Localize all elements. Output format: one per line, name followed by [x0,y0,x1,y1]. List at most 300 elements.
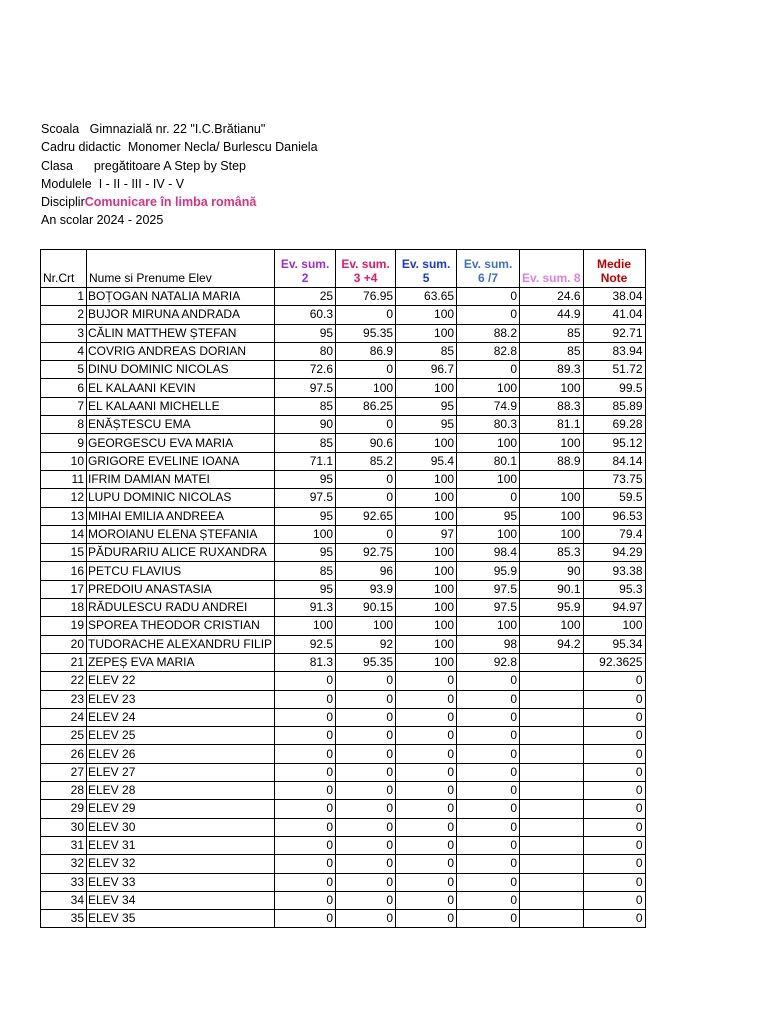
cell-medie: 95.3 [583,580,645,598]
cell-ev34: 0 [336,489,396,507]
cell-ev2: 97.5 [275,489,336,507]
cell-ev2: 100 [275,617,336,635]
cell-nr: 12 [41,489,87,507]
cell-medie: 92.71 [583,324,645,342]
modules-row [41,175,318,193]
table-row [41,452,646,470]
cell-medie: 94.29 [583,544,645,562]
cell-name: PREDOIU ANASTASIA [87,580,275,598]
cell-ev8: 95.9 [520,599,583,617]
cell-ev34: 0 [336,818,396,836]
cell-ev5: 0 [396,745,457,763]
cell-medie: 94.97 [583,599,645,617]
table-row [41,818,646,836]
cell-ev2: 0 [275,690,336,708]
cell-ev67: 0 [457,910,520,928]
table-row [41,288,646,306]
cell-nr: 31 [41,836,87,854]
cell-ev8 [520,727,583,745]
cell-ev2: 91.3 [275,599,336,617]
cell-nr: 17 [41,580,87,598]
class-label: Clasa [41,158,73,173]
cell-ev2: 95 [275,470,336,488]
cell-ev2: 0 [275,818,336,836]
modules-label: Modulele [41,176,92,191]
cell-medie: 0 [583,855,645,873]
cell-ev67: 100 [457,470,520,488]
cell-ev67: 0 [457,690,520,708]
cell-ev67: 95.9 [457,562,520,580]
cell-medie: 84.14 [583,452,645,470]
cell-name: ZEPEȘ EVA MARIA [87,653,275,671]
cell-ev2: 81.3 [275,653,336,671]
class-row [41,157,318,175]
school-label: Scoala [41,122,80,136]
cell-ev8: 100 [520,434,583,452]
cell-medie: 100 [583,617,645,635]
cell-name: BUJOR MIRUNA ANDRADA [87,306,275,324]
cell-name: ELEV 32 [87,855,275,873]
cell-nr: 33 [41,873,87,891]
table-row [41,379,646,397]
table-row [41,361,646,379]
cell-ev67: 0 [457,855,520,873]
header-ev2: Ev. sum. 2 [275,250,336,288]
cell-medie: 95.12 [583,434,645,452]
header-ev5: Ev. sum. 5 [396,250,457,288]
cell-ev67: 97.5 [457,580,520,598]
cell-ev2: 95 [275,580,336,598]
cell-name: SPOREA THEODOR CRISTIAN [87,617,275,635]
cell-name: PETCU FLAVIUS [87,562,275,580]
cell-ev2: 85 [275,562,336,580]
cell-ev8: 90 [520,562,583,580]
cell-name: ELEV 25 [87,727,275,745]
cell-ev34: 0 [336,855,396,873]
cell-ev67: 0 [457,836,520,854]
cell-medie: 51.72 [583,361,645,379]
cell-ev2: 97.5 [275,379,336,397]
cell-ev8 [520,470,583,488]
cell-ev34: 0 [336,672,396,690]
cell-ev34: 92.75 [336,544,396,562]
cell-nr: 30 [41,818,87,836]
cell-medie: 0 [583,873,645,891]
cell-ev34: 0 [336,708,396,726]
cell-ev34: 0 [336,727,396,745]
cell-medie: 85.89 [583,397,645,415]
cell-ev8: 100 [520,489,583,507]
table-header-row [41,250,646,288]
table-row [41,855,646,873]
cell-ev67: 95 [457,507,520,525]
header-ev34: Ev. sum. 3 +4 [336,250,396,288]
cell-ev67: 0 [457,361,520,379]
cell-ev2: 80 [275,342,336,360]
cell-ev67: 80.1 [457,452,520,470]
cell-nr: 27 [41,763,87,781]
cell-ev34: 0 [336,873,396,891]
cell-ev8 [520,763,583,781]
cell-ev2: 0 [275,727,336,745]
cell-name: ELEV 27 [87,763,275,781]
cell-ev67: 97.5 [457,599,520,617]
cell-ev5: 100 [396,544,457,562]
cell-ev34: 90.6 [336,434,396,452]
cell-nr: 25 [41,727,87,745]
cell-name: ELEV 28 [87,782,275,800]
cell-ev5: 0 [396,873,457,891]
cell-ev34: 0 [336,690,396,708]
school-row [41,120,318,138]
cell-ev2: 60.3 [275,306,336,324]
cell-ev67: 98 [457,635,520,653]
cell-ev34: 92 [336,635,396,653]
cell-ev5: 0 [396,836,457,854]
cell-ev5: 63.65 [396,288,457,306]
cell-ev8 [520,818,583,836]
cell-ev5: 85 [396,342,457,360]
table-row [41,599,646,617]
cell-name: GRIGORE EVELINE IOANA [87,452,275,470]
cell-ev67: 80.3 [457,416,520,434]
table-row [41,562,646,580]
cell-nr: 16 [41,562,87,580]
cell-name: LUPU DOMINIC NICOLAS [87,489,275,507]
cell-ev34: 0 [336,361,396,379]
table-row [41,306,646,324]
table-row [41,470,646,488]
cell-medie: 0 [583,910,645,928]
cell-ev34: 0 [336,745,396,763]
cell-nr: 7 [41,397,87,415]
cell-ev5: 0 [396,727,457,745]
document-header [41,120,318,230]
cell-medie: 0 [583,800,645,818]
class-value: pregătitoare A Step by Step [93,158,247,173]
cell-ev34: 0 [336,836,396,854]
cell-ev5: 95.4 [396,452,457,470]
cell-ev2: 72.6 [275,361,336,379]
cell-ev5: 100 [396,562,457,580]
cell-ev67: 0 [457,306,520,324]
table-row [41,525,646,543]
cell-ev5: 96.7 [396,361,457,379]
cell-medie: 99.5 [583,379,645,397]
cell-ev8: 85 [520,324,583,342]
cell-nr: 20 [41,635,87,653]
grades-table [40,249,646,928]
cell-ev5: 95 [396,397,457,415]
table-row [41,763,646,781]
cell-ev5: 0 [396,855,457,873]
cell-ev8 [520,910,583,928]
cell-ev2: 0 [275,672,336,690]
cell-nr: 1 [41,288,87,306]
cell-ev34: 92.65 [336,507,396,525]
cell-medie: 83.94 [583,342,645,360]
cell-nr: 22 [41,672,87,690]
cell-ev8 [520,891,583,909]
cell-ev5: 100 [396,434,457,452]
cell-ev2: 0 [275,800,336,818]
cell-ev34: 0 [336,800,396,818]
table-row [41,910,646,928]
cell-ev34: 93.9 [336,580,396,598]
teacher-row [41,138,318,156]
cell-nr: 2 [41,306,87,324]
cell-ev8: 24.6 [520,288,583,306]
header-name: Nume si Prenume Elev [87,250,275,288]
cell-ev5: 0 [396,690,457,708]
cell-nr: 32 [41,855,87,873]
cell-nr: 4 [41,342,87,360]
cell-ev67: 100 [457,525,520,543]
cell-medie: 38.04 [583,288,645,306]
cell-name: EL KALAANI KEVIN [87,379,275,397]
cell-ev2: 90 [275,416,336,434]
cell-ev34: 0 [336,416,396,434]
cell-ev34: 95.35 [336,324,396,342]
cell-medie: 0 [583,891,645,909]
cell-nr: 23 [41,690,87,708]
cell-nr: 9 [41,434,87,452]
table-row [41,800,646,818]
cell-ev8 [520,836,583,854]
cell-ev8 [520,708,583,726]
cell-nr: 26 [41,745,87,763]
cell-ev67: 0 [457,708,520,726]
cell-name: ELEV 35 [87,910,275,928]
cell-ev67: 88.2 [457,324,520,342]
cell-name: IFRIM DAMIAN MATEI [87,470,275,488]
cell-name: DINU DOMINIC NICOLAS [87,361,275,379]
cell-ev34: 90.15 [336,599,396,617]
cell-ev5: 100 [396,507,457,525]
cell-ev67: 0 [457,818,520,836]
cell-medie: 0 [583,672,645,690]
cell-name: RĂDULESCU RADU ANDREI [87,599,275,617]
cell-ev8: 100 [520,379,583,397]
cell-ev8: 44.9 [520,306,583,324]
cell-medie: 0 [583,690,645,708]
cell-name: ELEV 22 [87,672,275,690]
cell-ev5: 0 [396,800,457,818]
cell-ev67: 74.9 [457,397,520,415]
cell-ev34: 0 [336,891,396,909]
cell-ev5: 95 [396,416,457,434]
cell-name: ENĂȘTESCU EMA [87,416,275,434]
cell-ev34: 0 [336,525,396,543]
cell-ev5: 0 [396,763,457,781]
cell-ev5: 0 [396,891,457,909]
cell-ev8: 85.3 [520,544,583,562]
cell-ev5: 0 [396,782,457,800]
cell-ev67: 0 [457,288,520,306]
cell-ev8: 100 [520,507,583,525]
cell-ev34: 76.95 [336,288,396,306]
table-row [41,708,646,726]
teacher-label: Cadru didactic [41,140,121,155]
cell-medie: 0 [583,763,645,781]
cell-name: ELEV 26 [87,745,275,763]
cell-ev8: 89.3 [520,361,583,379]
cell-medie: 73.75 [583,470,645,488]
cell-ev5: 100 [396,617,457,635]
cell-name: ELEV 30 [87,818,275,836]
table-row [41,873,646,891]
cell-medie: 92.3625 [583,653,645,671]
cell-name: ELEV 23 [87,690,275,708]
cell-ev34: 0 [336,470,396,488]
cell-ev5: 100 [396,306,457,324]
table-row [41,672,646,690]
cell-nr: 34 [41,891,87,909]
cell-ev34: 86.25 [336,397,396,415]
cell-ev5: 100 [396,580,457,598]
cell-medie: 59.5 [583,489,645,507]
cell-ev67: 98.4 [457,544,520,562]
cell-ev67: 0 [457,489,520,507]
cell-nr: 19 [41,617,87,635]
table-row [41,544,646,562]
cell-name: ELEV 33 [87,873,275,891]
cell-ev34: 100 [336,617,396,635]
cell-ev8: 94.2 [520,635,583,653]
cell-ev34: 0 [336,782,396,800]
cell-nr: 3 [41,324,87,342]
table-row [41,342,646,360]
cell-name: ELEV 34 [87,891,275,909]
cell-ev8: 100 [520,525,583,543]
cell-name: CĂLIN MATTHEW ȘTEFAN [87,324,275,342]
cell-ev2: 85 [275,397,336,415]
cell-ev67: 0 [457,873,520,891]
header-ev67: Ev. sum. 6 /7 [457,250,520,288]
cell-medie: 0 [583,836,645,854]
cell-medie: 0 [583,708,645,726]
cell-ev8: 88.9 [520,452,583,470]
table-row [41,727,646,745]
cell-nr: 21 [41,653,87,671]
cell-ev5: 100 [396,379,457,397]
cell-ev34: 0 [336,910,396,928]
cell-ev2: 0 [275,836,336,854]
subject-label: Disciplir [41,195,85,210]
table-row [41,397,646,415]
cell-ev67: 82.8 [457,342,520,360]
cell-name: ELEV 31 [87,836,275,854]
table-row [41,507,646,525]
cell-ev8 [520,672,583,690]
subject-row [41,193,318,211]
cell-ev8 [520,782,583,800]
modules-value: I - II - III - IV - V [98,176,185,191]
cell-ev8 [520,873,583,891]
cell-nr: 13 [41,507,87,525]
cell-ev2: 0 [275,891,336,909]
cell-ev5: 0 [396,672,457,690]
cell-medie: 96.53 [583,507,645,525]
cell-ev34: 86.9 [336,342,396,360]
cell-ev5: 0 [396,818,457,836]
cell-ev8 [520,690,583,708]
cell-name: GEORGESCU EVA MARIA [87,434,275,452]
table-body [41,288,646,928]
cell-nr: 14 [41,525,87,543]
cell-ev5: 0 [396,910,457,928]
cell-medie: 0 [583,818,645,836]
cell-medie: 0 [583,745,645,763]
cell-name: PĂDURARIU ALICE RUXANDRA [87,544,275,562]
cell-ev2: 25 [275,288,336,306]
cell-medie: 0 [583,727,645,745]
cell-ev67: 0 [457,763,520,781]
subject-value: Comunicare în limba română [84,195,257,210]
cell-medie: 41.04 [583,306,645,324]
cell-name: COVRIG ANDREAS DORIAN [87,342,275,360]
school-value: Gimnazială nr. 22 "I.C.Brătianu" [89,122,266,136]
cell-ev67: 100 [457,617,520,635]
table-row [41,580,646,598]
cell-ev2: 0 [275,708,336,726]
cell-nr: 28 [41,782,87,800]
table-row [41,836,646,854]
cell-ev34: 0 [336,763,396,781]
cell-ev2: 0 [275,763,336,781]
cell-ev2: 85 [275,434,336,452]
cell-name: TUDORACHE ALEXANDRU FILIP [87,635,275,653]
cell-ev34: 95.35 [336,653,396,671]
cell-ev5: 100 [396,470,457,488]
cell-ev2: 95 [275,544,336,562]
cell-name: BOȚOGAN NATALIA MARIA [87,288,275,306]
cell-ev34: 85.2 [336,452,396,470]
cell-ev5: 100 [396,635,457,653]
teacher-value: Monomer Necla/ Burlescu Daniela [127,140,318,155]
cell-ev67: 0 [457,672,520,690]
cell-ev8 [520,653,583,671]
cell-nr: 5 [41,361,87,379]
cell-medie: 79.4 [583,525,645,543]
cell-ev8: 85 [520,342,583,360]
cell-ev34: 96 [336,562,396,580]
table-row [41,653,646,671]
table-row [41,617,646,635]
cell-medie: 69.28 [583,416,645,434]
cell-name: MIHAI EMILIA ANDREEA [87,507,275,525]
header-nr: Nr.Crt [41,250,87,288]
cell-ev8 [520,745,583,763]
cell-ev2: 0 [275,855,336,873]
cell-ev2: 100 [275,525,336,543]
cell-name: EL KALAANI MICHELLE [87,397,275,415]
table-row [41,324,646,342]
table-row [41,416,646,434]
cell-ev5: 100 [396,324,457,342]
cell-ev8: 90.1 [520,580,583,598]
cell-ev8: 81.1 [520,416,583,434]
cell-ev8 [520,800,583,818]
cell-ev8: 88.3 [520,397,583,415]
cell-nr: 10 [41,452,87,470]
cell-nr: 6 [41,379,87,397]
cell-ev8: 100 [520,617,583,635]
cell-nr: 24 [41,708,87,726]
cell-ev2: 0 [275,873,336,891]
header-ev8: Ev. sum. 8 [520,250,583,288]
cell-nr: 18 [41,599,87,617]
